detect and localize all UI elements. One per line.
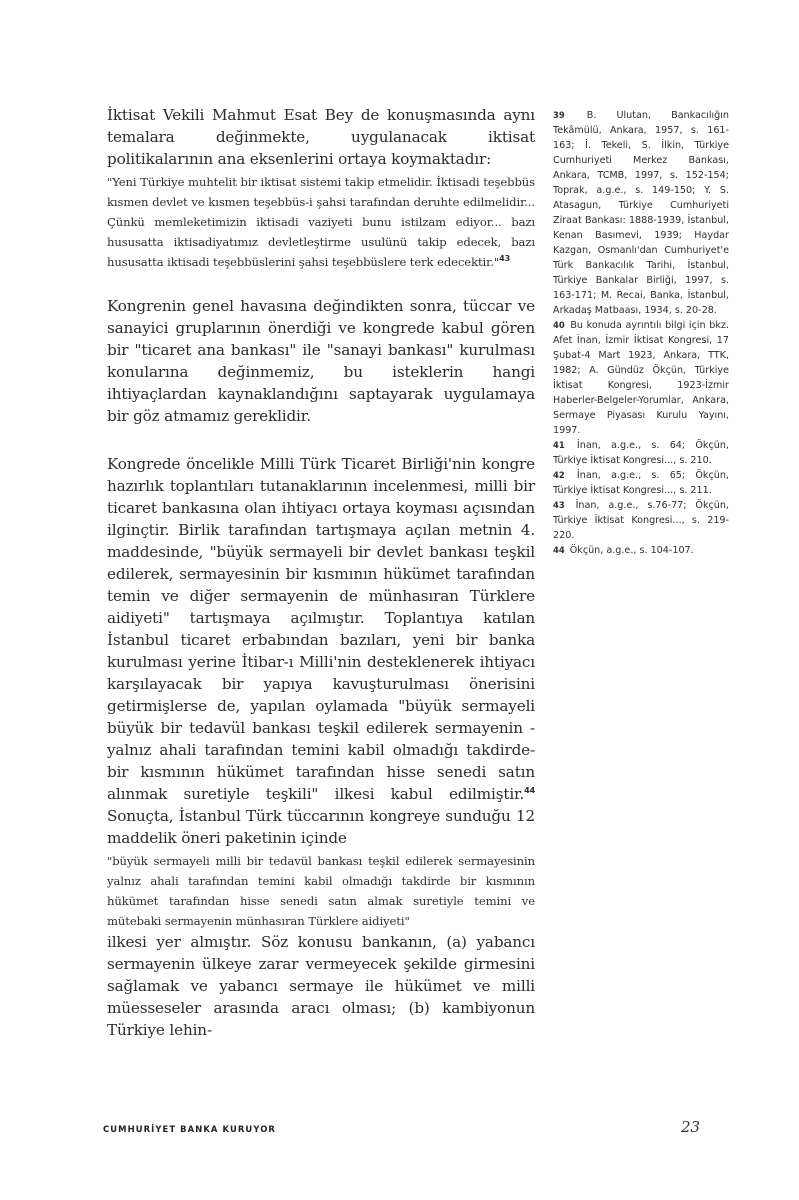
footnotes-column (553, 108, 729, 558)
quote-1-text: "Yeni Türkiye muhtelit bir iktisat sistemi takip etmelidir. İktisadi teşebbüs kısmen devlet ve kısmen teşebbüs-i şahsi tarafından deruhte edilmelidir... Çünkü memleketimizin iktisadi vaziyeti bunu istilzam ediyor... bazı hususatta iktisadiyatımız devletleştirme usulünü takip edecek, bazı hususatta iktisadi teşebbüslerini şahsi teşebbüslere terk edecektir." (107, 175, 535, 269)
block-quote-2: "büyük sermayeli milli bir tedavül bankası teşkil edilerek sermayesinin yalnız ahali tarafından temini kabil olmadığı takdirde bir kısmının hükümet tarafından hisse senedi satın almak suretiyle temini ve mütebaki sermayenin münhasıran Türklere aidiyeti" (107, 854, 535, 928)
paragraph-2: Kongrenin genel havasına değindikten sonra, tüccar ve sanayici gruplarının önerdiği ve kongrede kabul gören bir "ticaret ana bankası" ile "sanayi bankası" kurulması konularına değinmemiz, bu isteklerin hangi ihtiyaçlardan kaynaklandığını saptayarak uygulamaya bir göz atmamız gereklidir. (107, 297, 535, 425)
footnote-ref-43[interactable]: 43 (499, 254, 511, 264)
footnote-text: İnan, a.g.e., s. 64; Ökçün, Türkiye İktisat Kongresi..., s. 210. (553, 440, 729, 466)
footnote-number: 44 (553, 545, 565, 555)
main-text-column (107, 104, 535, 1041)
footnote-number: 39 (553, 110, 565, 120)
footnote-text: Bu konuda ayrıntılı bilgi için bkz. Afet İnan, İzmir İktisat Kongresi, 17 Şubat-4 Mart 1923, Ankara, TTK, 1982; A. Gündüz Ökçün, Türkiye İktisat Kongresi, 1923-İzmir Haberler-Belgeler-Yorumlar, Ankara, Sermaye Piyasası Kurulu Yayını, 1997. (553, 320, 729, 436)
footnote-text: B. Ulutan, Bankacılığın Tekâmülü, Ankara, 1957, s. 161-163; İ. Tekeli, S. İlkin, Türkiye Cumhuriyeti Merkez Bankası, Ankara, TCMB, 1997, s. 152-154; Toprak, a.g.e., s. 149-150; Y. S. Atasagun, Türkiye Cumhuriyeti Ziraat Bankası: 1888-1939, İstanbul, Kenan Basımevi, 1939; Haydar Kazgan, Osmanlı'dan Cumhuriyet'e Türk Bankacılık Tarihi, İstanbul, Türkiye Bankalar Birliği, 1997, s. 163-171; M. Recai, Banka, İstanbul, Arkadaş Matbaası, 1934, s. 20-28. (553, 110, 729, 316)
footnote-ref-44[interactable]: 44 (524, 785, 535, 795)
footnote-number: 42 (553, 470, 565, 480)
paragraph-1: İktisat Vekili Mahmut Esat Bey de konuşmasında aynı temalara değinmekte, uygulanacak iktisat politikalarının ana eksenlerini ortaya koymaktadır: (107, 106, 535, 168)
spacer (107, 427, 535, 453)
running-footer-title: CUMHURİYET BANKA KURUYOR (103, 1124, 276, 1134)
paragraph-3-part-a: Kongrede öncelikle Milli Türk Ticaret Birliği'nin kongre hazırlık toplantıları tutanaklarının incelenmesi, milli bir ticaret bankasına olan ihtiyacı ortaya koyması açısından ilginçtir. Birlik tarafından tartışmaya açılan metnin 4. maddesinde, "büyük sermayeli bir devlet bankası teşkil edilerek, sermayesinin bir kısmının hükümet tarafından temin ve diğer sermayenin de münhasıran Türklere aidiyeti" tartışmaya açılmıştır. Toplantıya katılan İstanbul ticaret erbabından bazıları, yeni bir banka kurulması yerine İtibar-ı Milli'nin desteklenerek ihtiyacı karşılayacak bir yapıya kavuşturulması önerisini getirmişlerse de, yapılan oylamada "büyük sermayeli büyük bir tedavül bankası teşkil edilerek sermayenin -yalnız ahali tarafından temini kabil olmadığı takdirde- bir kısmının hükümet tarafından hisse senedi satın alınmak suretiyle teşkili" ilkesi kabul edilmiştir. (107, 455, 535, 803)
paragraph-4: ilkesi yer almıştır. Söz konusu bankanın, (a) yabancı sermayenin ülkeye zarar vermeyecek şekilde girmesini sağlamak ve yabancı sermaye ile hükümet ve milli müesseseler arasında aracı olması; (b) kambiyonun Türkiye lehin- (107, 933, 535, 1039)
footnote-44 (553, 543, 729, 558)
footnote-number: 41 (553, 440, 565, 450)
footnote-40 (553, 318, 729, 438)
block-quote-1 (107, 172, 535, 272)
footnote-text: İnan, a.g.e., s. 65; Ökçün, Türkiye İktisat Kongresi..., s. 211. (553, 470, 729, 496)
footnote-number: 40 (553, 320, 565, 330)
footnote-43 (553, 498, 729, 543)
footnote-41 (553, 438, 729, 468)
spacer (107, 272, 535, 295)
footnote-text: Ökçün, a.g.e., s. 104-107. (569, 545, 694, 556)
paragraph-3-part-b: Sonuçta, İstanbul Türk tüccarının kongreye sunduğu 12 maddelik öneri paketinin içinde (107, 807, 535, 847)
footnote-text: İnan, a.g.e., s.76-77; Ökçün, Türkiye İktisat Kongresi..., s. 219-220. (553, 500, 729, 541)
footnote-42 (553, 468, 729, 498)
footnote-number: 43 (553, 500, 565, 510)
paragraph-3 (107, 453, 535, 849)
page-number: 23 (681, 1118, 701, 1136)
footnote-39 (553, 108, 729, 318)
